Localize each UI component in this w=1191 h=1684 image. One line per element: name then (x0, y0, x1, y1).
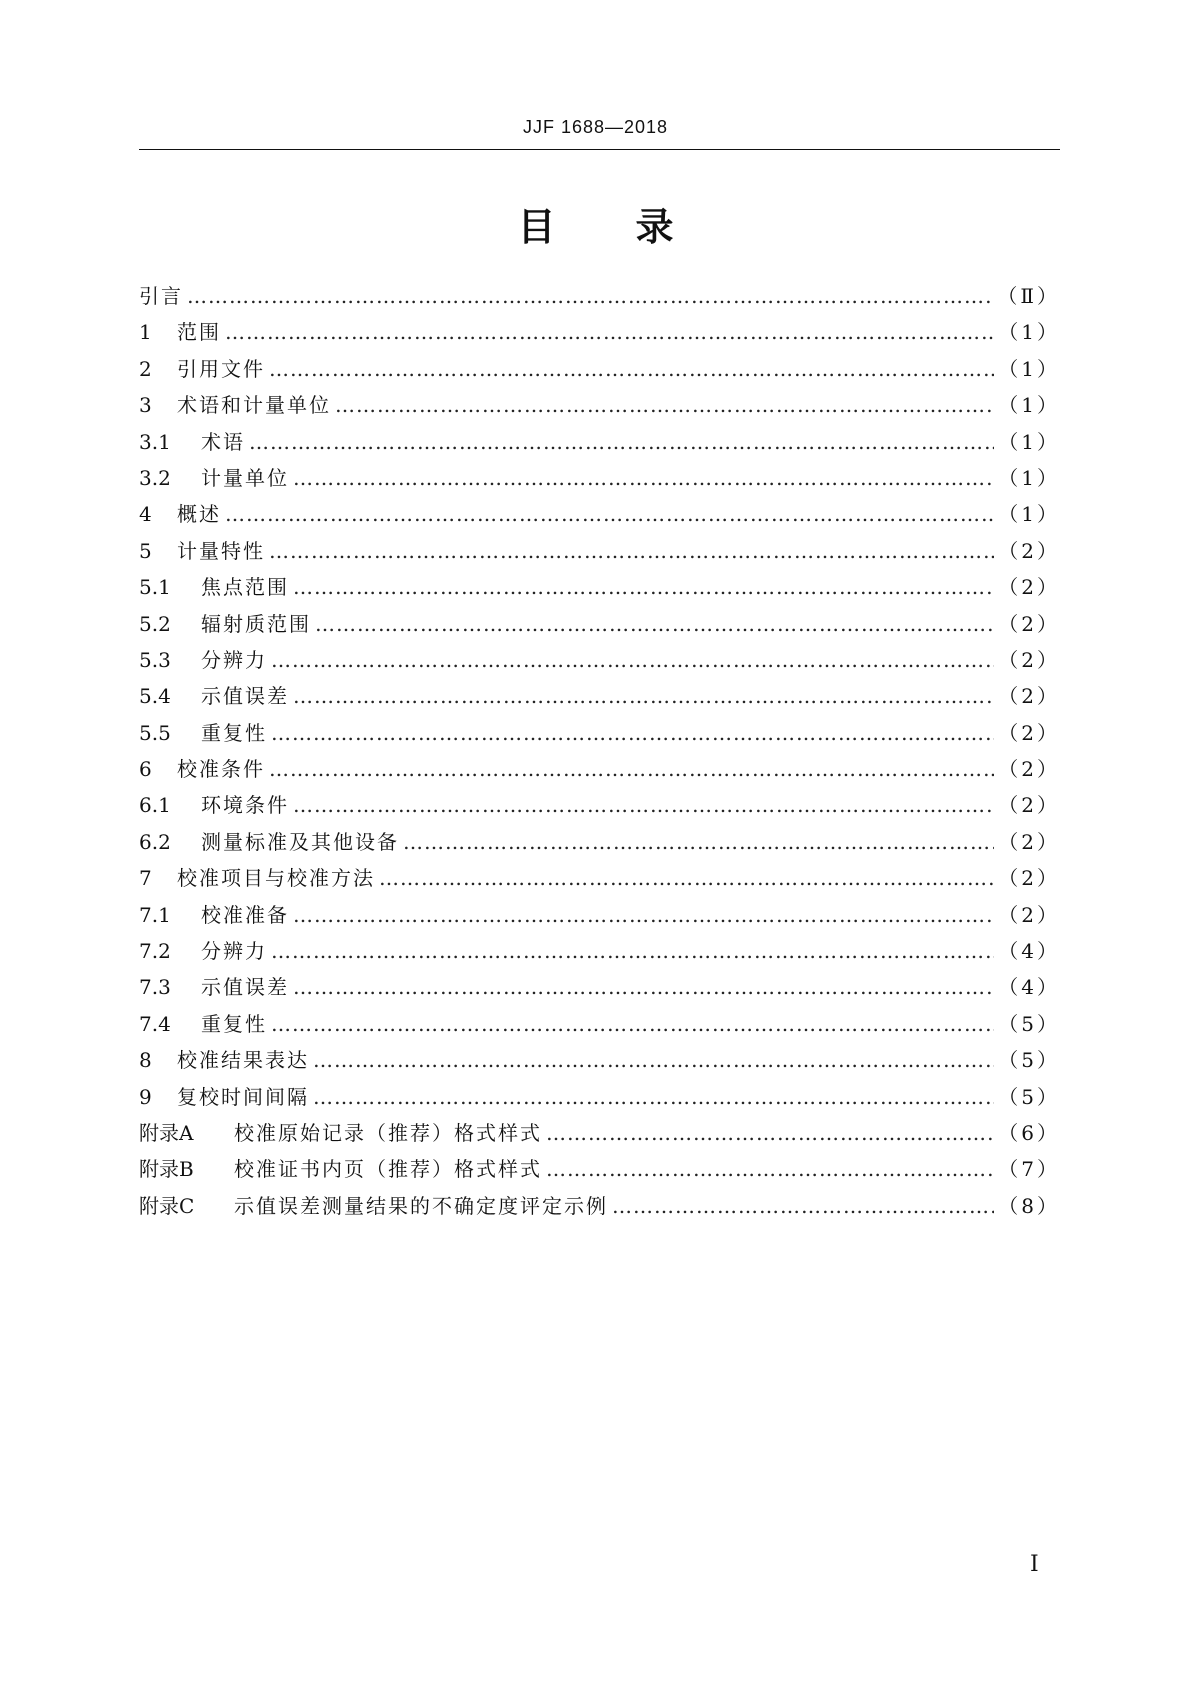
toc-entry-number: 5.1 (139, 575, 171, 600)
toc-entry-label: 校准结果表达 (177, 1048, 309, 1073)
toc-entry-page: （2） (998, 829, 1060, 854)
toc-entry-page: （2） (998, 902, 1060, 927)
toc-entry[interactable] (139, 533, 1060, 569)
toc-entry-page: （5） (998, 1084, 1060, 1109)
toc-entry[interactable] (139, 460, 1060, 496)
toc-entry-label: 复校时间间隔 (177, 1084, 309, 1109)
toc-entry-page: （1） (998, 465, 1060, 490)
toc-entry[interactable] (139, 715, 1060, 751)
toc-entry-label: 重复性 (201, 1011, 267, 1036)
toc-entry-page: （1） (998, 429, 1060, 454)
toc-entry-page: （2） (998, 684, 1060, 709)
toc-leader-dots (187, 278, 993, 314)
toc-entry-page: （1） (998, 356, 1060, 381)
toc-leader-dots (293, 678, 994, 714)
toc-entry-number: 2 (139, 356, 152, 381)
document-code: JJF 1688—2018 (522, 117, 669, 137)
toc-entry[interactable] (139, 933, 1060, 969)
toc-entry[interactable] (139, 496, 1060, 532)
toc-leader-dots (269, 751, 994, 787)
toc-entry-number: 4 (139, 502, 152, 527)
toc-entry-page: （1） (998, 502, 1060, 527)
toc-entry-number: 3.1 (139, 429, 171, 454)
toc-leader-dots (271, 1006, 994, 1042)
toc-entry-label: 校准条件 (177, 757, 265, 782)
table-of-contents (139, 278, 1060, 1224)
toc-entry-number: 附录B (139, 1157, 194, 1182)
toc-entry-label: 示值误差 (201, 975, 289, 1000)
toc-leader-dots (225, 314, 994, 350)
toc-entry[interactable] (139, 897, 1060, 933)
toc-leader-dots (612, 1188, 994, 1224)
toc-entry-label: 示值误差 (201, 684, 289, 709)
toc-leader-dots (315, 606, 994, 642)
toc-leader-dots (293, 969, 994, 1005)
toc-entry[interactable] (139, 606, 1060, 642)
toc-entry[interactable] (139, 351, 1060, 387)
toc-entry-number: 附录A (139, 1120, 194, 1145)
toc-entry[interactable] (139, 1115, 1060, 1151)
toc-entry-label: 校准原始记录（推荐）格式样式 (234, 1120, 542, 1145)
toc-leader-dots (269, 351, 994, 387)
toc-entry-number: 7.3 (139, 975, 171, 1000)
toc-entry[interactable] (139, 678, 1060, 714)
toc-entry-page: （2） (998, 647, 1060, 672)
toc-entry-label: 辐射质范围 (201, 611, 311, 636)
toc-entry-page: （5） (998, 1011, 1060, 1036)
toc-leader-dots (546, 1151, 994, 1187)
toc-entry-page: （2） (998, 575, 1060, 600)
toc-entry-page: （2） (998, 720, 1060, 745)
toc-entry-number: 附录C (139, 1193, 195, 1218)
toc-entry-label: 校准准备 (201, 902, 289, 927)
toc-leader-dots (293, 787, 994, 823)
toc-entry-page: （1） (998, 393, 1060, 418)
toc-entry-label: 引用文件 (177, 356, 265, 381)
toc-entry[interactable] (139, 1188, 1060, 1224)
toc-entry[interactable] (139, 787, 1060, 823)
toc-entry[interactable] (139, 751, 1060, 787)
toc-entry-number: 8 (139, 1048, 152, 1073)
toc-entry-number: 7.1 (139, 902, 171, 927)
toc-entry-label: 示值误差测量结果的不确定度评定示例 (234, 1193, 608, 1218)
toc-entry-label: 环境条件 (201, 793, 289, 818)
toc-entry-number: 6.2 (139, 829, 171, 854)
toc-entry[interactable] (139, 1042, 1060, 1078)
toc-entry-label: 焦点范围 (201, 575, 289, 600)
toc-entry-page: （Ⅱ） (997, 284, 1060, 308)
toc-leader-dots (403, 824, 994, 860)
toc-entry-page: （8） (998, 1193, 1060, 1218)
toc-entry[interactable] (139, 1006, 1060, 1042)
toc-entry-page: （6） (998, 1120, 1060, 1145)
toc-entry-number: 7.4 (139, 1011, 171, 1036)
toc-leader-dots (225, 496, 994, 532)
header-rule (139, 149, 1060, 150)
toc-leader-dots (313, 1042, 994, 1078)
toc-entry-label: 分辨力 (201, 939, 267, 964)
toc-entry-label: 引言 (139, 284, 183, 308)
toc-entry-number: 5.3 (139, 647, 171, 672)
toc-leader-dots (379, 860, 994, 896)
toc-entry-number: 5.4 (139, 684, 171, 709)
toc-entry[interactable] (139, 860, 1060, 896)
toc-leader-dots (249, 424, 994, 460)
toc-entry-number: 3.2 (139, 465, 171, 490)
toc-leader-dots (335, 387, 994, 423)
toc-entry-page: （2） (998, 757, 1060, 782)
toc-entry-number: 7 (139, 866, 152, 891)
toc-entry-label: 重复性 (201, 720, 267, 745)
toc-entry-number: 7.2 (139, 939, 171, 964)
toc-entry[interactable] (139, 278, 1060, 314)
toc-entry-number: 5.2 (139, 611, 171, 636)
page-number: Ⅰ (1030, 1552, 1039, 1577)
toc-leader-dots (293, 897, 994, 933)
toc-entry-label: 测量标准及其他设备 (201, 829, 399, 854)
toc-entry-page: （2） (998, 611, 1060, 636)
toc-entry-label: 术语和计量单位 (177, 393, 331, 418)
toc-entry[interactable] (139, 1079, 1060, 1115)
toc-entry-page: （4） (998, 939, 1060, 964)
toc-entry[interactable] (139, 387, 1060, 423)
toc-entry-page: （2） (998, 538, 1060, 563)
page-title (0, 196, 1191, 251)
title-char-2: 录 (635, 205, 674, 249)
toc-entry-label: 计量特性 (177, 538, 265, 563)
toc-leader-dots (546, 1115, 994, 1151)
title-char-1: 目 (517, 205, 556, 249)
toc-entry-label: 计量单位 (201, 465, 289, 490)
toc-entry-page: （2） (998, 793, 1060, 818)
toc-entry-number: 5 (139, 538, 152, 563)
toc-entry[interactable] (139, 424, 1060, 460)
toc-entry-page: （1） (998, 320, 1060, 345)
toc-entry-label: 校准证书内页（推荐）格式样式 (234, 1157, 542, 1182)
toc-entry-label: 校准项目与校准方法 (177, 866, 375, 891)
toc-entry-number: 9 (139, 1084, 152, 1109)
toc-entry-number: 6.1 (139, 793, 171, 818)
toc-entry-number: 6 (139, 757, 152, 782)
toc-leader-dots (269, 533, 994, 569)
toc-entry-page: （7） (998, 1157, 1060, 1182)
toc-leader-dots (271, 642, 994, 678)
toc-entry-number: 1 (139, 320, 152, 345)
toc-entry-label: 术语 (201, 429, 245, 454)
toc-entry-label: 分辨力 (201, 647, 267, 672)
toc-entry[interactable] (139, 569, 1060, 605)
toc-entry-page: （5） (998, 1048, 1060, 1073)
toc-entry-number: 3 (139, 393, 152, 418)
toc-leader-dots (293, 569, 994, 605)
toc-entry-page: （4） (998, 975, 1060, 1000)
toc-leader-dots (293, 460, 994, 496)
toc-leader-dots (313, 1079, 994, 1115)
toc-entry-label: 概述 (177, 502, 221, 527)
toc-leader-dots (271, 933, 994, 969)
toc-entry[interactable] (139, 824, 1060, 860)
toc-entry[interactable] (139, 1151, 1060, 1187)
toc-entry-page: （2） (998, 866, 1060, 891)
toc-leader-dots (271, 715, 994, 751)
toc-entry[interactable] (139, 969, 1060, 1005)
toc-entry-number: 5.5 (139, 720, 171, 745)
toc-entry[interactable] (139, 642, 1060, 678)
toc-entry-label: 范围 (177, 320, 221, 345)
toc-entry[interactable] (139, 314, 1060, 350)
